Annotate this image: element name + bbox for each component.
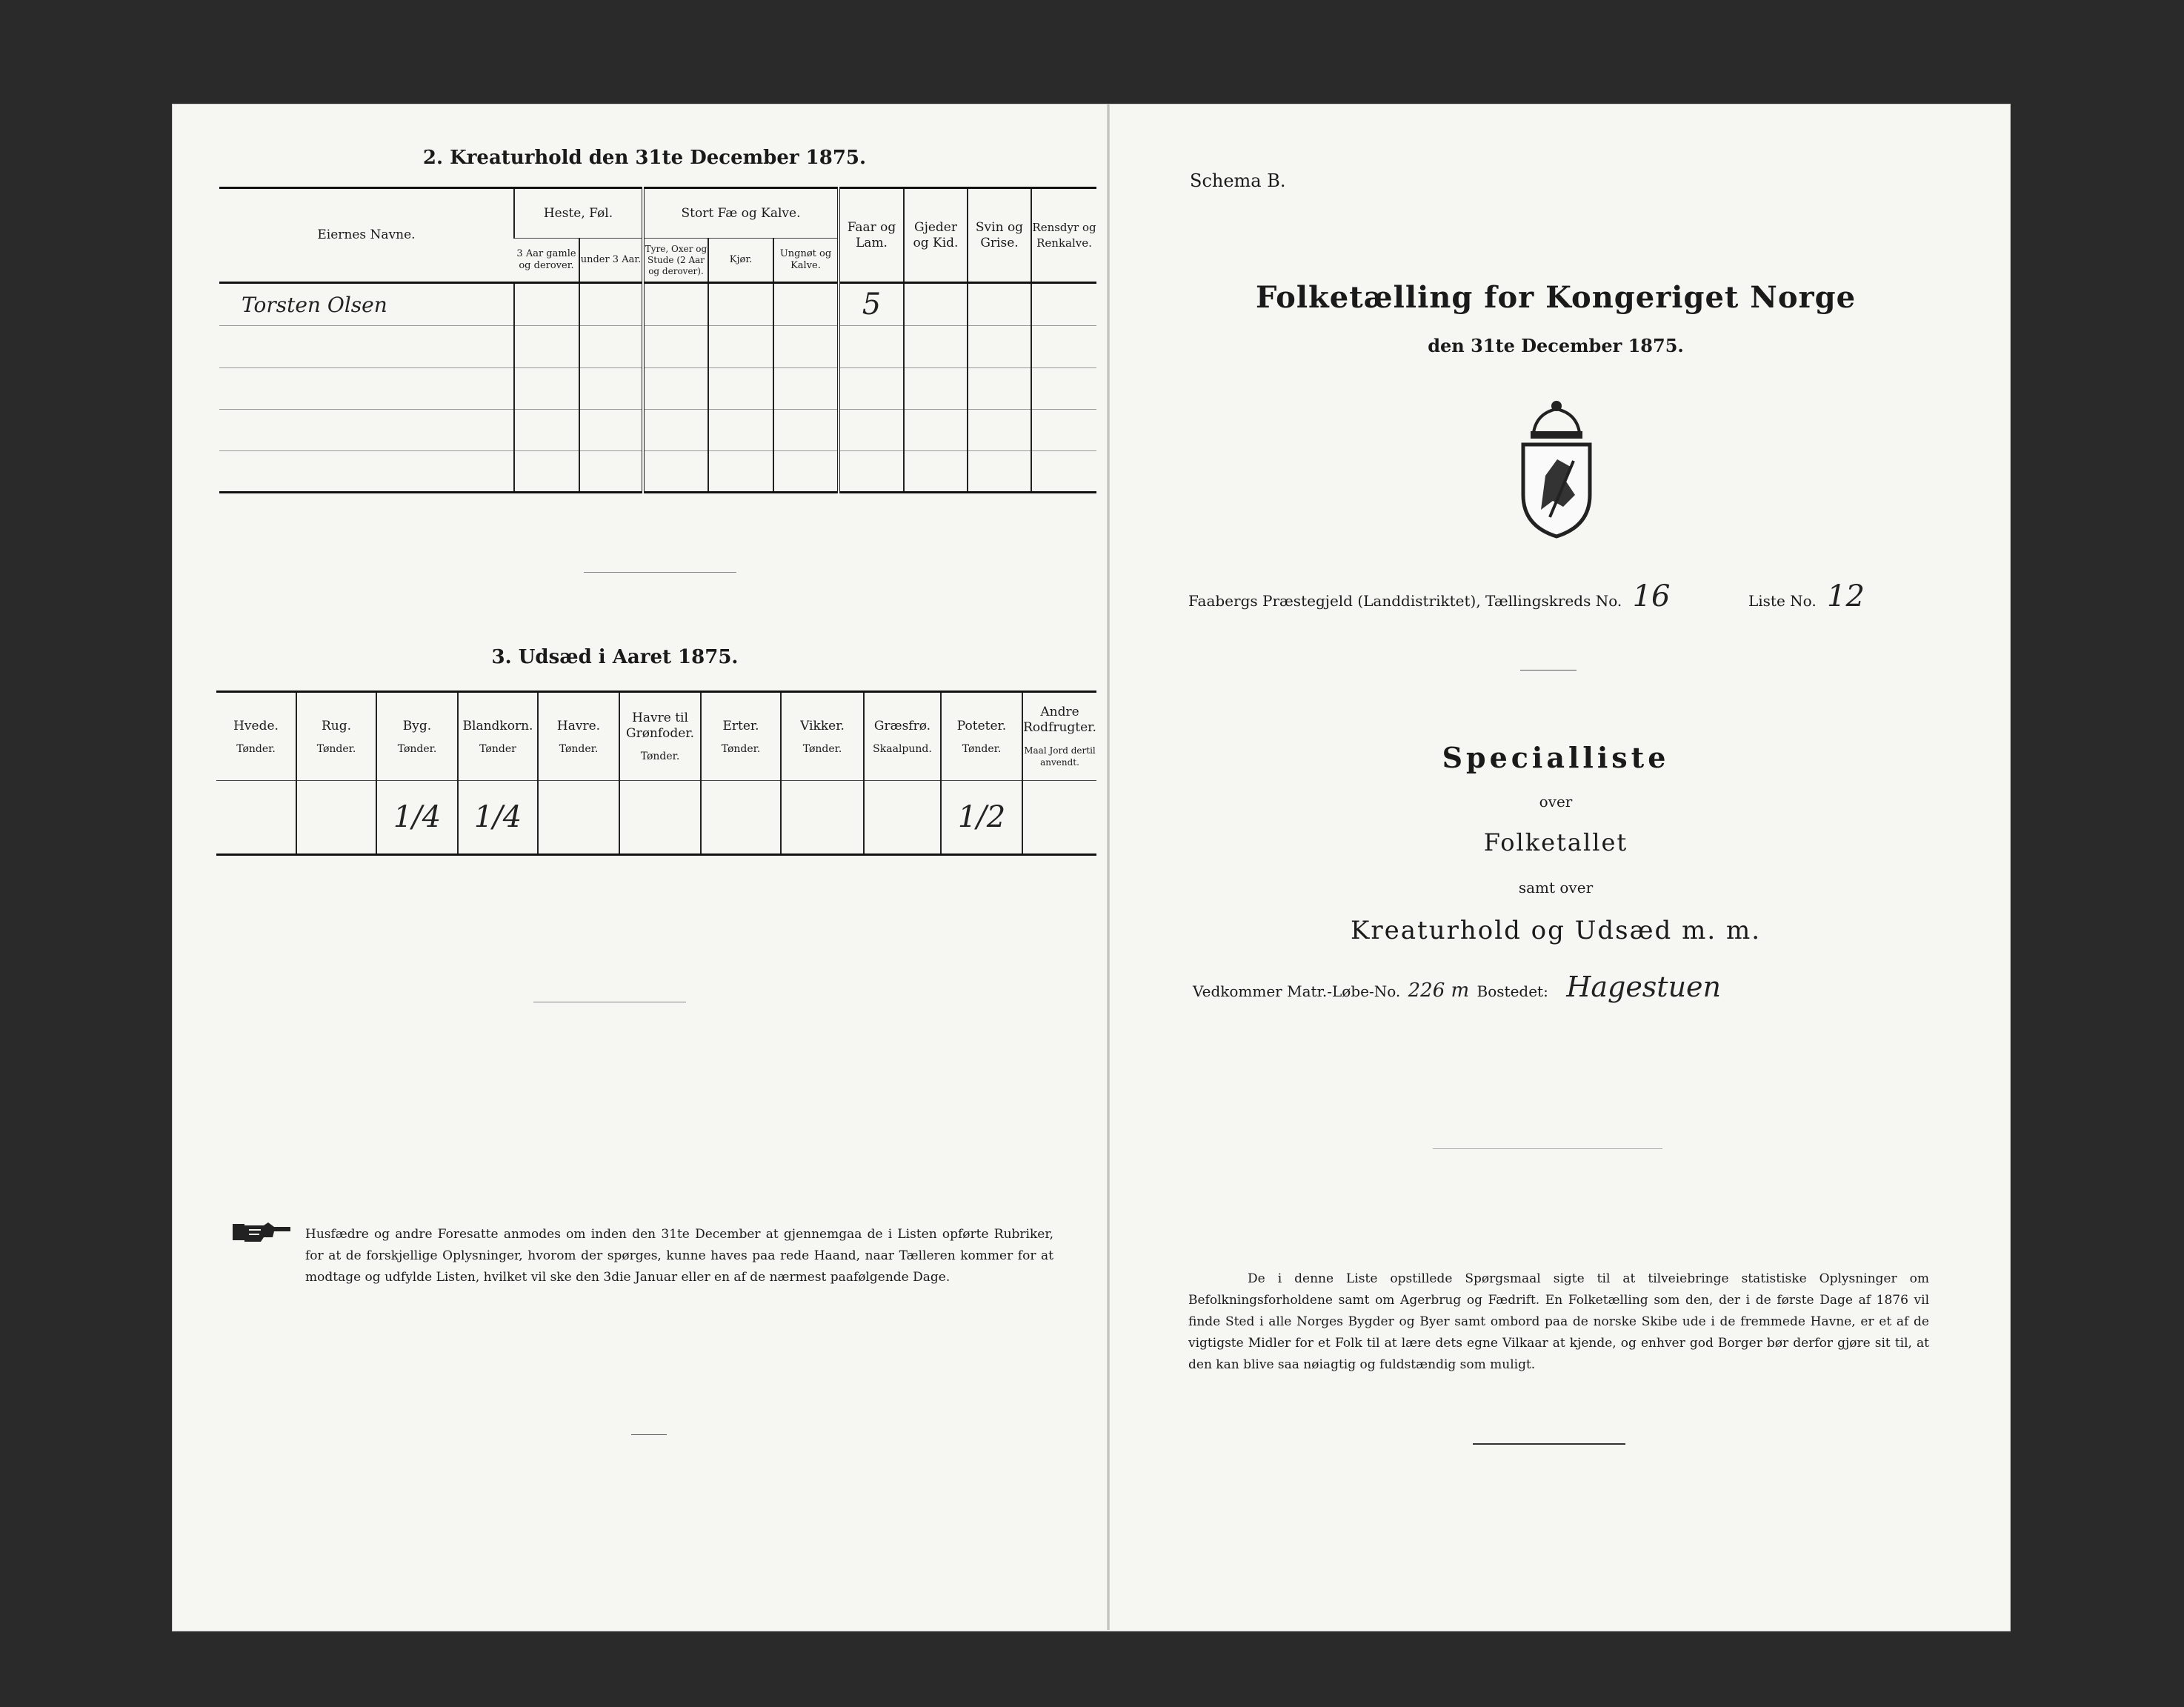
- schema-label: Schema B.: [1190, 170, 1286, 191]
- divider: [1433, 1148, 1662, 1149]
- seed-col-name: Poteter.: [956, 718, 1007, 733]
- col-stort-c: Ungnøt og Kalve.: [773, 239, 839, 283]
- bosted-label: Bostedet:: [1476, 982, 1548, 1000]
- seed-value-4: [538, 781, 619, 855]
- seed-col-unit: Tønder.: [397, 742, 437, 755]
- table-row: [216, 781, 1096, 855]
- seed-col-name: Havre til Grønfoder.: [625, 711, 695, 741]
- col-heste-b: under 3 Aar.: [579, 239, 643, 283]
- col-heste: Heste, Føl.: [514, 188, 643, 239]
- divider: [584, 572, 736, 573]
- seed-col-unit: Skaalpund.: [873, 742, 932, 755]
- table-row: [219, 326, 1096, 367]
- samt-over-label: samt over: [1518, 879, 1594, 896]
- table-row: [219, 409, 1096, 450]
- seed-col-unit: Tønder.: [316, 742, 356, 755]
- seed-col-name: Rug.: [321, 718, 352, 733]
- notice-text: Husfædre og andre Foresatte anmodes om inden den 31te December at gjennemgaa de i Listen opførte Rubriker, for at de forskjellige Oplysninger, hvorom der spørges, kunne haves paa rede Haand, naar Tælleren kommer for at modtage og udfylde Listen, hvilket vil ske den 3die Januar eller en af de nærmest paafølgende Dage.: [305, 1227, 1053, 1285]
- seed-col-5: [619, 692, 701, 781]
- seed-value-2: 1/4: [376, 781, 458, 855]
- seed-col-name: Havre.: [556, 718, 601, 733]
- seed-col-2: [376, 692, 458, 781]
- seed-value-6: [701, 781, 781, 855]
- seed-value-9: 1/2: [941, 781, 1022, 855]
- district-line: [1188, 579, 1929, 613]
- seed-col-unit: Tønder.: [640, 751, 680, 762]
- specialliste-title: Specialliste: [1442, 741, 1670, 774]
- seed-value-8: [864, 781, 941, 855]
- seed-table: [216, 691, 1096, 856]
- divider: [631, 1434, 667, 1435]
- district-prefix: Faabergs Præstegjeld (Landdistriktet), Tællingskreds No.: [1188, 592, 1622, 610]
- col-stort-a: Tyre, Oxer og Stude (2 Aar og derover).: [643, 239, 708, 283]
- seed-col-name: Blandkorn.: [462, 718, 533, 733]
- seed-col-7: [781, 692, 864, 781]
- pointing-hand-icon: [231, 1219, 292, 1245]
- census-subtitle: den 31te December 1875.: [1428, 335, 1684, 356]
- seed-col-unit: Tønder: [479, 742, 516, 755]
- table-row: [219, 283, 1096, 326]
- seed-col-10: [1022, 692, 1096, 781]
- seed-value-0: [216, 781, 296, 855]
- seed-col-8: [864, 692, 941, 781]
- seed-value-1: [296, 781, 376, 855]
- section2-heading: 2. Kreaturhold den 31te December 1875.: [422, 147, 867, 169]
- col-rensdyr: Rensdyr og Renkalve.: [1031, 188, 1096, 283]
- seed-col-4: [538, 692, 619, 781]
- kreaturhold-label: Kreaturhold og Udsæd m. m.: [1350, 916, 1761, 945]
- seed-col-name: Græsfrø.: [873, 718, 931, 733]
- col-owner: Eiernes Navne.: [219, 188, 514, 283]
- seed-col-6: [701, 692, 781, 781]
- page-spine: [1107, 104, 1110, 1630]
- seed-col-name: Byg.: [402, 718, 432, 733]
- divider: [1473, 1443, 1625, 1445]
- seed-col-unit: Tønder.: [802, 742, 842, 755]
- seed-value-10: [1022, 781, 1096, 855]
- seed-value-3: 1/4: [458, 781, 538, 855]
- matr-line: [1193, 971, 1874, 1003]
- col-heste-a: 3 Aar gamle og derover.: [514, 239, 579, 283]
- col-svin: Svin og Grise.: [968, 188, 1031, 283]
- footer-text: De i denne Liste opstillede Spørgsmaal sigte til at tilveiebringe statistiske Oplysninger om Befolkningsforholdene samt om Agerbrug og Fædrift. En Folketælling som den, der i de første Dage af 1876 vil finde Sted i alle Norges Bygder og Byer samt ombord paa de norske Skibe ude i de fremmede Havne, er et af de vigtigste Midler for et Folk til at lære dets egne Vilkaar at kjende, og enhver god Borger bør derfor gjøre sit til, at den kan blive saa nøiagtig og fuldstændig som muligt.: [1188, 1271, 1929, 1372]
- seed-col-0: [216, 692, 296, 781]
- table-row: [219, 450, 1096, 492]
- seed-col-unit: Maal Jord dertil anvendt.: [1024, 745, 1096, 768]
- matr-label: Vedkommer Matr.-Løbe-No.: [1193, 982, 1401, 1000]
- faar-value: 5: [839, 283, 904, 326]
- over-label: over: [1539, 793, 1573, 811]
- table-row: [219, 367, 1096, 409]
- folketallet-label: Folketallet: [1483, 828, 1628, 856]
- census-title: Folketælling for Kongeriget Norge: [1255, 280, 1857, 315]
- seed-col-name: Vikker.: [800, 718, 845, 733]
- liste-no: 12: [1827, 579, 1865, 613]
- seed-col-unit: Tønder.: [721, 742, 761, 755]
- seed-col-name: Erter.: [722, 718, 759, 733]
- col-gjeder: Gjeder og Kid.: [904, 188, 968, 283]
- seed-col-unit: Tønder.: [962, 742, 1002, 755]
- bosted-value: Hagestuen: [1566, 971, 1722, 1003]
- owner-name: Torsten Olsen: [219, 283, 514, 326]
- col-faar: Faar og Lam.: [839, 188, 904, 283]
- col-stort-b: Kjør.: [708, 239, 773, 283]
- seed-col-unit: Tønder.: [559, 742, 599, 755]
- seed-col-3: [458, 692, 538, 781]
- seed-value-7: [781, 781, 864, 855]
- livestock-table: [219, 187, 1096, 493]
- kreds-no: 16: [1632, 579, 1671, 613]
- seed-col-9: [941, 692, 1022, 781]
- seed-header-row: [216, 692, 1096, 781]
- seed-col-1: [296, 692, 376, 781]
- coat-of-arms-icon: [1511, 399, 1602, 541]
- seed-col-unit: Tønder.: [236, 742, 276, 755]
- section3-heading: 3. Udsæd i Aaret 1875.: [491, 646, 739, 668]
- col-stort: Stort Fæ og Kalve.: [643, 188, 839, 239]
- divider: [1520, 670, 1577, 671]
- liste-label: Liste No.: [1748, 592, 1817, 610]
- seed-value-5: [619, 781, 701, 855]
- seed-col-name: Hvede.: [233, 718, 279, 733]
- matr-no: 226 m: [1408, 979, 1470, 1002]
- seed-col-name: Andre Rodfrugter.: [1023, 705, 1096, 735]
